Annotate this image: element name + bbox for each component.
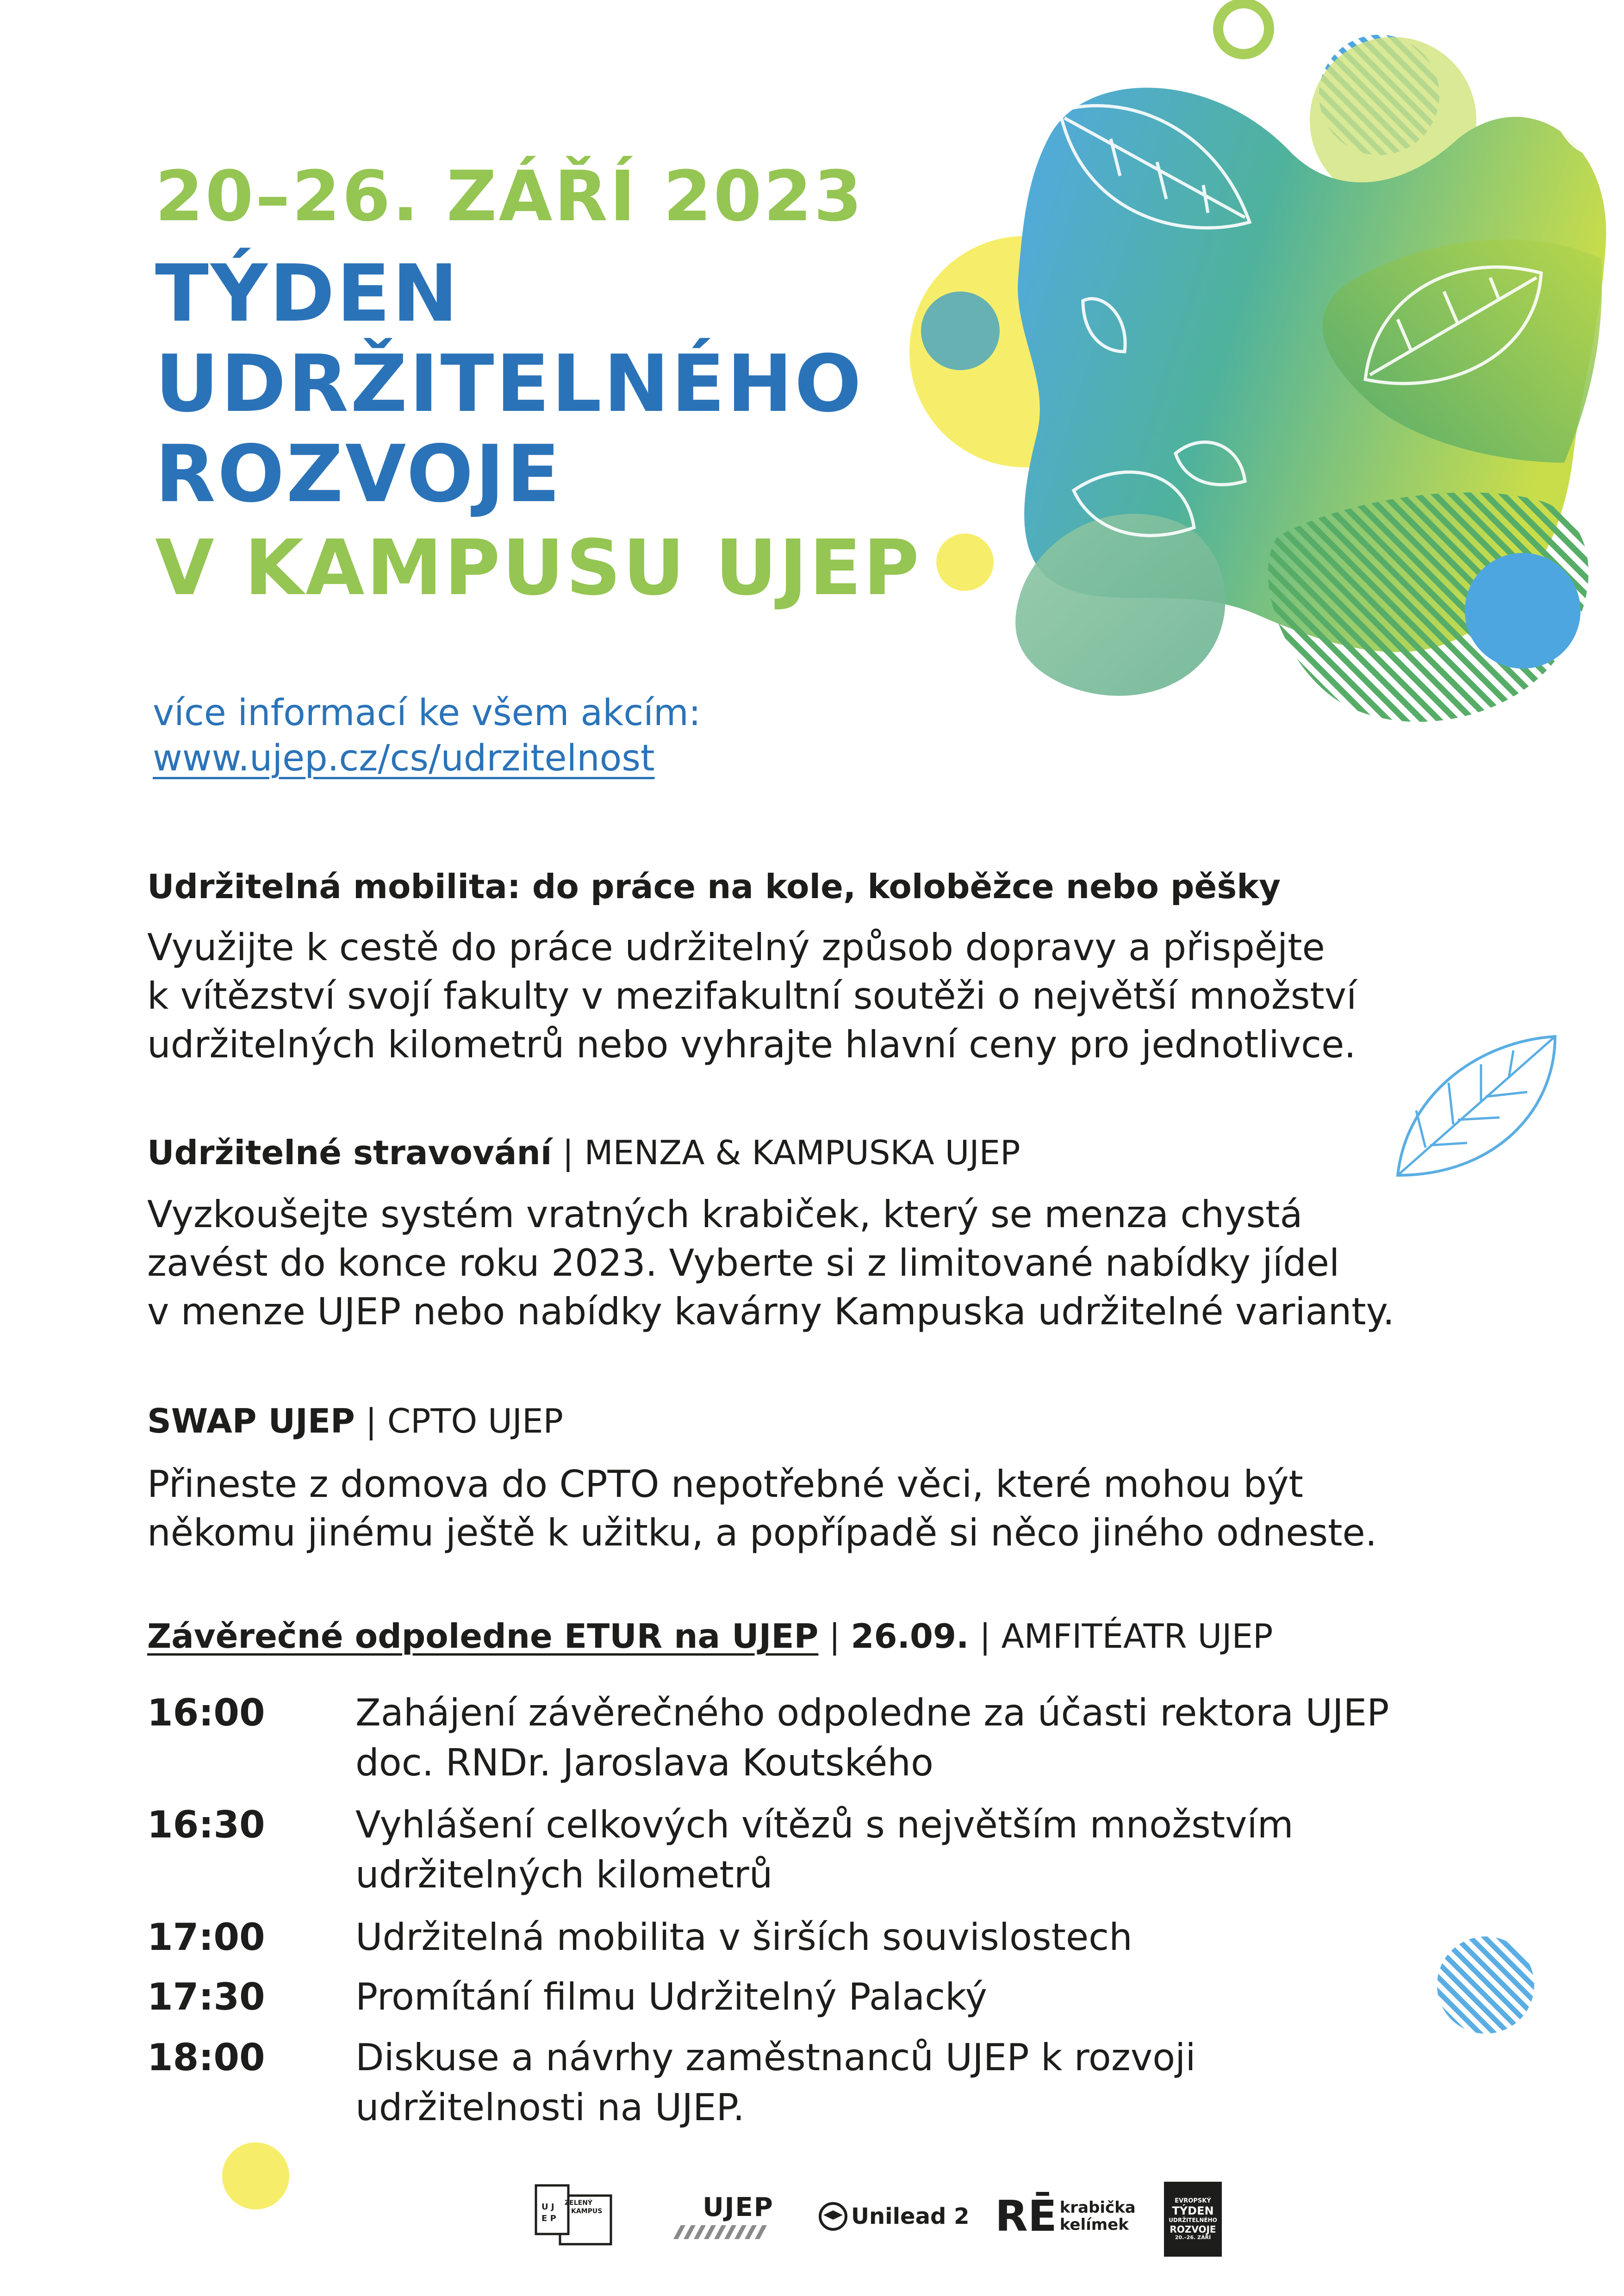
schedule-line: Vyhlášení celkových vítězů s největším množstvím (355, 1803, 1294, 1846)
schedule-line: udržitelnosti na UJEP. (355, 2086, 745, 2129)
schedule-line: Diskuse a návrhy zaměstnanců UJEP k rozvoji (355, 2036, 1196, 2079)
section-food-body (147, 1190, 1489, 1336)
schedule-description (355, 1912, 1132, 1962)
info-label: více informací ke všem akcím: (153, 692, 701, 734)
etur-logo-line-4: ROZVOJE (1170, 2223, 1216, 2235)
schedule-line: udržitelných kilometrů (355, 1853, 773, 1896)
section-final-heading: Závěrečné odpoledne ETUR na UJEP | 26.09. | AMFITÉATR UJEP (147, 1617, 1273, 1656)
section-final-location: AMFITÉATR UJEP (1001, 1617, 1273, 1656)
section-swap-heading: SWAP UJEP | CPTO UJEP (147, 1402, 563, 1440)
schedule-line: Promítání filmu Udržitelný Palacký (355, 1975, 987, 2018)
schedule-description (355, 1972, 987, 2022)
info-link[interactable]: www.ujep.cz/cs/udrzitelnost (153, 738, 655, 779)
unilead-logo-text: Unilead 2 (851, 2203, 970, 2229)
schedule-description (355, 2033, 1196, 2133)
section-mobility-title: Udržitelná mobilita: do práce na kole, koloběžce nebo pěšky (147, 867, 1281, 906)
ujep-logo (669, 2182, 775, 2251)
etur-logo (1164, 2182, 1222, 2257)
re-krabicka-logo (995, 2182, 1136, 2251)
yellow-dot-decoration (222, 2142, 289, 2209)
schedule-description (355, 1800, 1294, 1900)
section-food-heading: Udržitelné stravování | MENZA & KAMPUSKA UJEP (147, 1133, 1020, 1172)
section-swap-title: SWAP UJEP (147, 1402, 355, 1440)
section-food-title: Udržitelné stravování (147, 1133, 552, 1172)
event-date: 20–26. ZÁŘÍ 2023 (155, 156, 864, 237)
zeleny-kampus-logo (532, 2182, 616, 2251)
section-mobility-heading (147, 867, 1281, 906)
schedule-time: 16:00 (147, 1691, 265, 1734)
schedule-time: 16:30 (147, 1803, 265, 1846)
schedule-line: Zahájení závěrečného odpoledne za účasti rektora UJEP (355, 1691, 1389, 1734)
body-line: udržitelných kilometrů nebo vyhrajte hlavní ceny pro jednotlivce. (147, 1023, 1356, 1066)
section-mobility-body (147, 923, 1489, 1069)
body-line: v menze UJEP nebo nabídky kavárny Kampuska udržitelné varianty. (147, 1290, 1394, 1333)
body-line: zavést do konce roku 2023. Vyberte si z limitované nabídky jídel (147, 1241, 1340, 1285)
hatched-circle-decoration (1435, 1934, 1537, 2036)
schedule-line: doc. RNDr. Jaroslava Koutského (355, 1741, 933, 1784)
body-line: Využijte k cestě do práce udržitelný způsob dopravy a přispějte (147, 926, 1325, 969)
re-logo-word-2: kelímek (1059, 2215, 1129, 2234)
section-food-location: MENZA & KAMPUSKA UJEP (584, 1133, 1020, 1172)
section-final-date: 26.09. (851, 1617, 969, 1656)
zeleny-kampus-word-4: E P (541, 2214, 556, 2223)
zeleny-kampus-logo-mark (532, 2182, 616, 2251)
schedule-line: Udržitelná mobilita v širších souvislostech (355, 1916, 1132, 1959)
ujep-logo-stripes-icon (669, 2222, 775, 2241)
schedule-description (355, 1688, 1389, 1788)
re-logo-word-1: krabička (1059, 2198, 1136, 2217)
etur-logo-line-2: TÝDEN (1172, 2204, 1214, 2217)
body-line: Přineste z domova do CPTO nepotřebné věci, které mohou být (147, 1463, 1303, 1506)
unilead-logo (817, 2182, 969, 2251)
schedule-time: 17:00 (147, 1916, 265, 1959)
section-swap-location: CPTO UJEP (387, 1402, 563, 1440)
re-logo-mark: RĒ (995, 2191, 1057, 2241)
unilead-graduation-cap-icon (817, 2200, 849, 2233)
schedule-time: 18:00 (147, 2036, 265, 2079)
section-final-title: Závěrečné odpoledne ETUR na UJEP (147, 1617, 819, 1656)
decorative-blob-graphic (879, 0, 1624, 759)
title-line-3: ROZVOJE (155, 428, 562, 520)
title-line-2: UDRŽITELNÉHO (155, 338, 864, 430)
zeleny-kampus-word-2: KAMPUS (571, 2208, 603, 2215)
section-swap-body (147, 1460, 1489, 1557)
etur-logo-line-1: EVROPSKÝ (1175, 2197, 1211, 2205)
body-line: k vítězství svojí fakulty v mezifakultní soutěži o největší množství (147, 974, 1357, 1018)
body-line: Vyzkoušejte systém vratných krabiček, který se menza chystá (147, 1193, 1303, 1236)
body-line: někomu jinému ještě k užitku, a popřípadě si něco jiného odneste. (147, 1511, 1377, 1554)
zeleny-kampus-word-1: ZELENÝ (565, 2199, 593, 2207)
etur-logo-line-3: UDRŽITELNÉHO (1169, 2217, 1217, 2224)
title-line-4: V KAMPUSU UJEP (155, 523, 921, 612)
etur-logo-line-5: 20.–26. ZÁŘÍ (1175, 2234, 1211, 2240)
zeleny-kampus-word-3: U J (541, 2202, 554, 2212)
title-line-1: TÝDEN (155, 248, 460, 340)
schedule-time: 17:30 (147, 1975, 265, 2018)
ujep-logo-text: UJEP (703, 2192, 774, 2222)
